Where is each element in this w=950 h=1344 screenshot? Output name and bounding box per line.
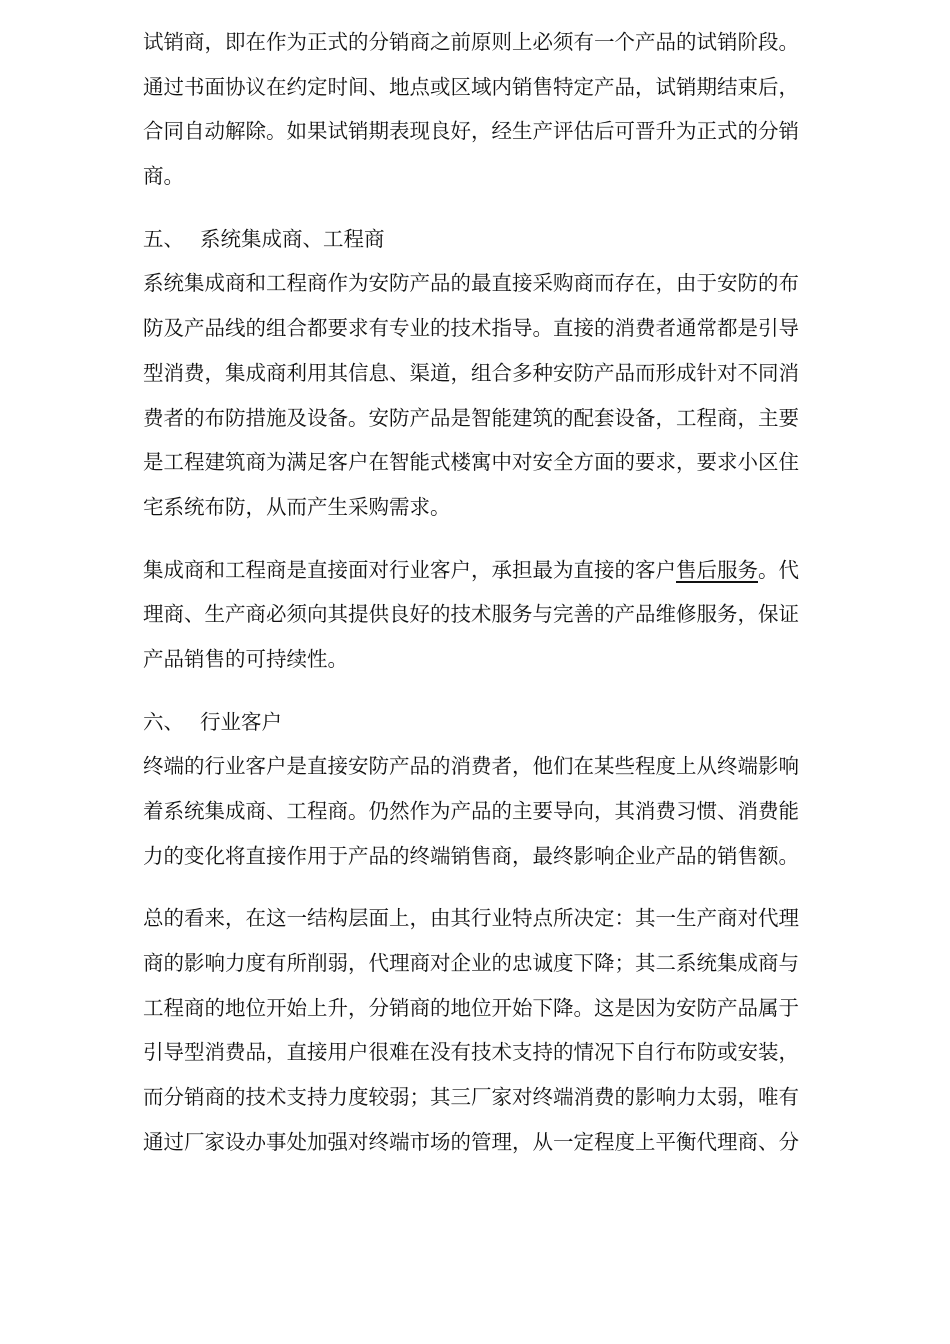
text-line: 理商、生产商必须向其提供良好的技术服务与完善的产品维修服务，保证 xyxy=(143,602,799,627)
text-line: 着系统集成商、工程商。仍然作为产品的主要导向，其消费习惯、消费能 xyxy=(143,799,799,823)
text-line: 力的变化将直接作用于产品的终端销售商，最终影响企业产品的销售额。 xyxy=(143,843,799,868)
text-line: 合同自动解除。如果试销期表现良好，经生产评估后可晋升为正式的分销 xyxy=(143,119,799,144)
text-line: 产品销售的可持续性。 xyxy=(143,646,348,671)
text-line xyxy=(143,548,861,593)
document-page xyxy=(143,20,861,1165)
paragraph-after-sales xyxy=(143,548,861,682)
text-segment: 。代 xyxy=(758,557,799,582)
text-line: 引导型消费品，直接用户很难在没有技术支持的情况下自行布防或安装， xyxy=(143,1040,799,1065)
text-line: 而分销商的技术支持力度较弱；其三厂家对终端消费的影响力太弱，唯有 xyxy=(143,1085,799,1110)
text-line: 商。 xyxy=(143,164,184,189)
text-line: 通过厂家设办事处加强对终端市场的管理，从一定程度上平衡代理商、分 xyxy=(143,1129,799,1154)
text-line: 系统集成商和工程商作为安防产品的最直接采购商而存在，由于安防的布 xyxy=(143,271,799,296)
text-line: 商的影响力度有所削弱，代理商对企业的忠诚度下降；其二系统集成商与 xyxy=(143,951,799,976)
text-line: 总的看来，在这一结构层面上，由其行业特点所决定：其一生产商对代理 xyxy=(143,906,799,931)
paragraph-trial-distributor xyxy=(143,20,861,199)
paragraph-industry-customers xyxy=(143,744,861,878)
text-line: 试销商，即在作为正式的分销商之前原则上必须有一个产品的试销阶段。 xyxy=(143,30,799,54)
text-line: 通过书面协议在约定时间、地点或区域内销售特定产品，试销期结束后， xyxy=(143,74,799,99)
paragraph-summary xyxy=(143,896,861,1164)
text-line: 防及产品线的组合都要求有专业的技术指导。直接的消费者通常都是引导 xyxy=(143,316,799,341)
section-number: 五、 xyxy=(143,226,184,251)
section-number: 六、 xyxy=(143,709,184,734)
text-line: 宅系统布防，从而产生采购需求。 xyxy=(143,494,451,519)
section-heading-5 xyxy=(143,217,861,262)
text-line: 终端的行业客户是直接安防产品的消费者，他们在某些程度上从终端影响 xyxy=(143,754,799,779)
section-title: 行业客户 xyxy=(200,709,282,734)
section-title: 系统集成商、工程商 xyxy=(200,226,385,251)
text-segment: 集成商和工程商是直接面对行业客户，承担最为直接的客户 xyxy=(143,557,676,582)
text-line: 型消费，集成商利用其信息、渠道，组合多种安防产品而形成针对不同消 xyxy=(143,360,799,385)
paragraph-integrators xyxy=(143,261,861,529)
text-line: 工程商的地位开始上升，分销商的地位开始下降。这是因为安防产品属于 xyxy=(143,995,799,1020)
section-heading-6 xyxy=(143,700,861,745)
text-line: 是工程建筑商为满足客户在智能式楼寓中对安全方面的要求，要求小区住 xyxy=(143,450,799,475)
text-line: 费者的布防措施及设备。安防产品是智能建筑的配套设备，工程商，主要 xyxy=(143,405,799,430)
after-sales-service-link[interactable]: 售后服务 xyxy=(676,557,758,582)
